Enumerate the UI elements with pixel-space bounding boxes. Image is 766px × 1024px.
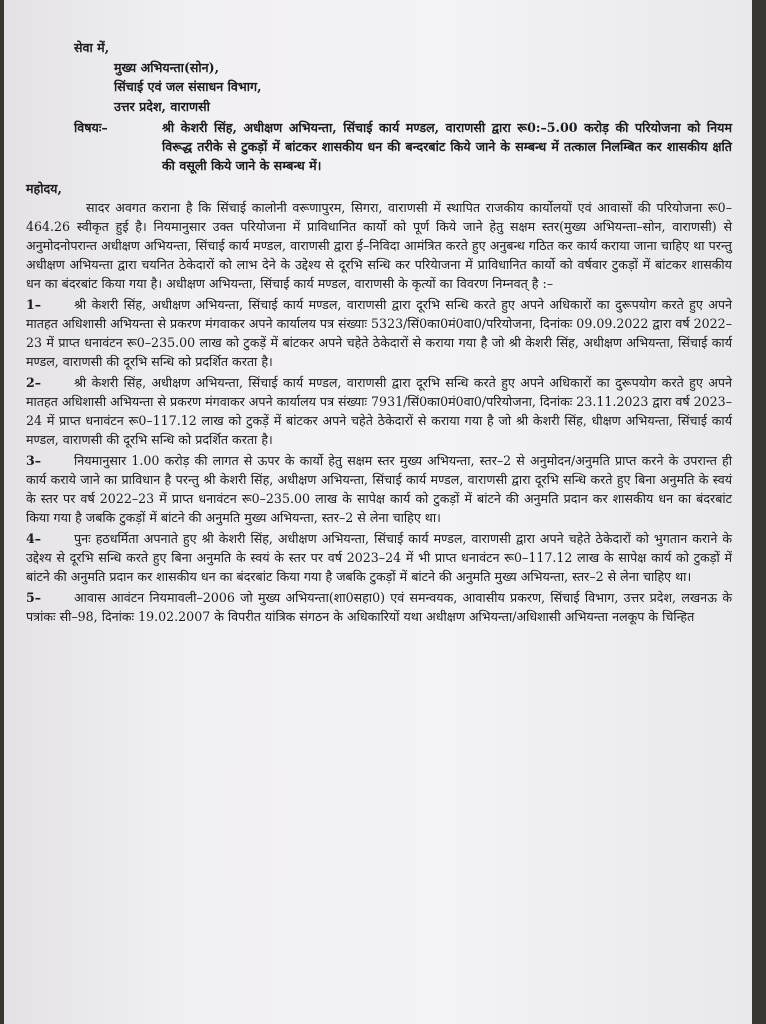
- salutation: महोदय,: [26, 181, 62, 196]
- addressee-line: सिंचाई एवं जल संसाधन विभाग,: [114, 79, 262, 94]
- addressee-line: मुख्य अभियन्ता(सोन),: [114, 59, 220, 75]
- item-text: पुनः हठधर्मिता अपनाते हुए श्री केशरी सिंह, अधीक्षण अभियन्ता, सिंचाई कार्य मण्डल, वाराणसी द्वारा अपने चहेते ठेकेदारों को भुगतान कराने के उद्देश्य से दूरभि सन्धि करते हुए बिना अनुमति के स्वयं के स्तर पर वर्ष 2023–24 में भी प्राप्त धनावंटन रू0–117.12 लाख के सापेक्ष कार्य को टुकड़ों में बांटने की अनुमति प्रदान कर शासकीय धन का बंदरबांट किया गया है जबकि टुकड़ों में बांटने की अनुमति मुख्य अभियन्ता, स्तर–2 से लेना चाहिए था।: [26, 531, 732, 584]
- item-number: 5–: [26, 590, 42, 605]
- letter-page: [4, 0, 752, 1024]
- item-number: 1–: [26, 297, 42, 312]
- addressee-line: उत्तर प्रदेश, वाराणसी: [114, 98, 210, 114]
- item-text: श्री केशरी सिंह, अधीक्षण अभियन्ता, सिंचाई कार्य मण्डल, वाराणसी द्वारा दूरभि सन्धि करते हुए अपने अधिकारों का दुरूपयोग करते हुए अपने मातहत अधिशासी अभियन्ता से प्रकरण मंगवाकर अपने कार्यालय पत्र संख्याः 7931/सिं0का0मं0वा0/परियोजना, दिनांकः 23.11.2023 द्वारा वर्ष 2023–24 में प्राप्त धनावंटन रू0–117.12 लाख को टुकड़ें में बांटकर अपने चहेते ठेकेदारों से कराया गया है जो श्री केशरी सिंह, धीक्षण अभियन्ता, सिंचाई कार्य मण्डल, वाराणसी की दूरभि सन्धि को प्रदर्शित करता है।: [26, 375, 732, 447]
- item-number: 4–: [26, 531, 42, 546]
- item-text: आवास आवंटन नियमावली–2006 जो मुख्य अभियन्ता(शा0सहा0) एवं समन्वयक, आवासीय प्रकरण, सिंचाई विभाग, उत्तर प्रदेश, लखनऊ के पत्रांकः सी–98, दिनांकः 19.02.2007 के विपरीत यांत्रिक संगठन के अधिकारियों यथा अधीक्षण अभियन्ता/अधिशासी अभियन्ता नलकूप के चिन्हित: [26, 590, 732, 624]
- list-item: [26, 451, 732, 527]
- item-number: 2–: [26, 375, 42, 390]
- subject-label: विषयः–: [74, 120, 108, 135]
- subject-text: श्री केशरी सिंह, अधीक्षण अभियन्ता, सिंचाई कार्य मण्डल, वाराणसी द्वारा रू0:–5.00 करोड़ की परियोजना को नियम विरूद्ध तरीके से टुकड़ों में बांटकर शासकीय धन की बन्दरबांट किये जाने के सम्बन्ध में तत्काल निलम्बित कर शासकीय क्षति की वसूली किये जाने के सम्बन्ध में।: [162, 120, 732, 173]
- item-text: श्री केशरी सिंह, अधीक्षण अभियन्ता, सिंचाई कार्य मण्डल, वाराणसी द्वारा दूरभि सन्धि करते हुए अपने अधिकारों का दुरूपयोग करते हुए अपने मातहत अधिशासी अभियन्ता से प्रकरण मंगवाकर अपने कार्यालय पत्र संख्याः 5323/सिं0का0मं0वा0/परियोजना, दिनांकः 09.09.2022 द्वारा वर्ष 2022–23 में प्राप्त धनावंटन रू0–235.00 लाख को टुकड़ें में बांटकर अपने चहेते ठेकेदारों से कराया गया है जो श्री केशरी सिंह, अधीक्षण अभियन्ता, सिंचाई कार्य मण्डल, वाराणसी की दूरभि सन्धि को प्रदर्शित करता है।: [26, 297, 732, 369]
- list-item: [26, 373, 732, 449]
- subject-block: [26, 118, 732, 175]
- item-text: नियमानुसार 1.00 करोड़ की लागत से ऊपर के कार्यो हेतु सक्षम स्तर मुख्य अभियन्ता, स्तर–2 से अनुमोदन/अनुमति प्राप्त करने के उपरान्त ही कार्य कराये जाने का प्राविधान है परन्तु श्री केशरी सिंह, अधीक्षण अभियन्ता, सिंचाई कार्य मण्डल, वाराणसी द्वारा दूरभि सन्धि करते हुए बिना अनुमति के स्वयं के स्तर पर वर्ष 2022–23 में प्राप्त धनावंटन रू0–235.00 लाख के सापेक्ष कार्य को टुकड़ों में बांटने की अनुमति प्रदान कर शासकीय धन का बंदरबांट किया गया है जबकि टुकड़ों में बांटने की अनुमति मुख्य अभियन्ता, स्तर–2 से लेना चाहिए था।: [26, 453, 732, 525]
- list-item: [26, 295, 732, 371]
- item-number: 3–: [26, 453, 42, 468]
- list-item: [26, 588, 732, 626]
- intro-paragraph: सादर अवगत कराना है कि सिंचाई कालोनी वरूणापुरम, सिगरा, वाराणसी में स्थापित राजकीय कार्योलयों एवं आवासों की परियोजना रू0–464.26 स्वीकृत हुई है। नियमानुसार उक्त परियोजना में प्राविधानित कार्यो को पूर्ण किये जाने हेतु सक्षम स्तर(मुख्य अभियन्ता–सोन, वाराणसी) से अनुमोदनोपरान्त अधीक्षण अभियन्ता, सिंचाई कार्य मण्डल, वाराणसी द्वारा ई–निविदा आमंत्रित करते हुए अनुबन्ध गठित कर कार्य कराया जाना चाहिए था परन्तु अधीक्षण अभियन्ता द्वारा चयनित ठेकेदारों को लाभ देने के उद्देश्य से दूरभि सन्धि कर परियेाजना में प्राविधानित कार्यो को वर्षवार टुकड़ों में बांटकर शासकीय धन का बंदरबांट किया गया है। अधीक्षण अभियन्ता, सिंचाई कार्य मण्डल, वाराणसी के कृत्यों का विवरण निम्नवत् है :–: [26, 200, 732, 291]
- list-item: [26, 529, 732, 586]
- to-label: सेवा में,: [74, 40, 110, 55]
- addressee-block: [74, 38, 732, 116]
